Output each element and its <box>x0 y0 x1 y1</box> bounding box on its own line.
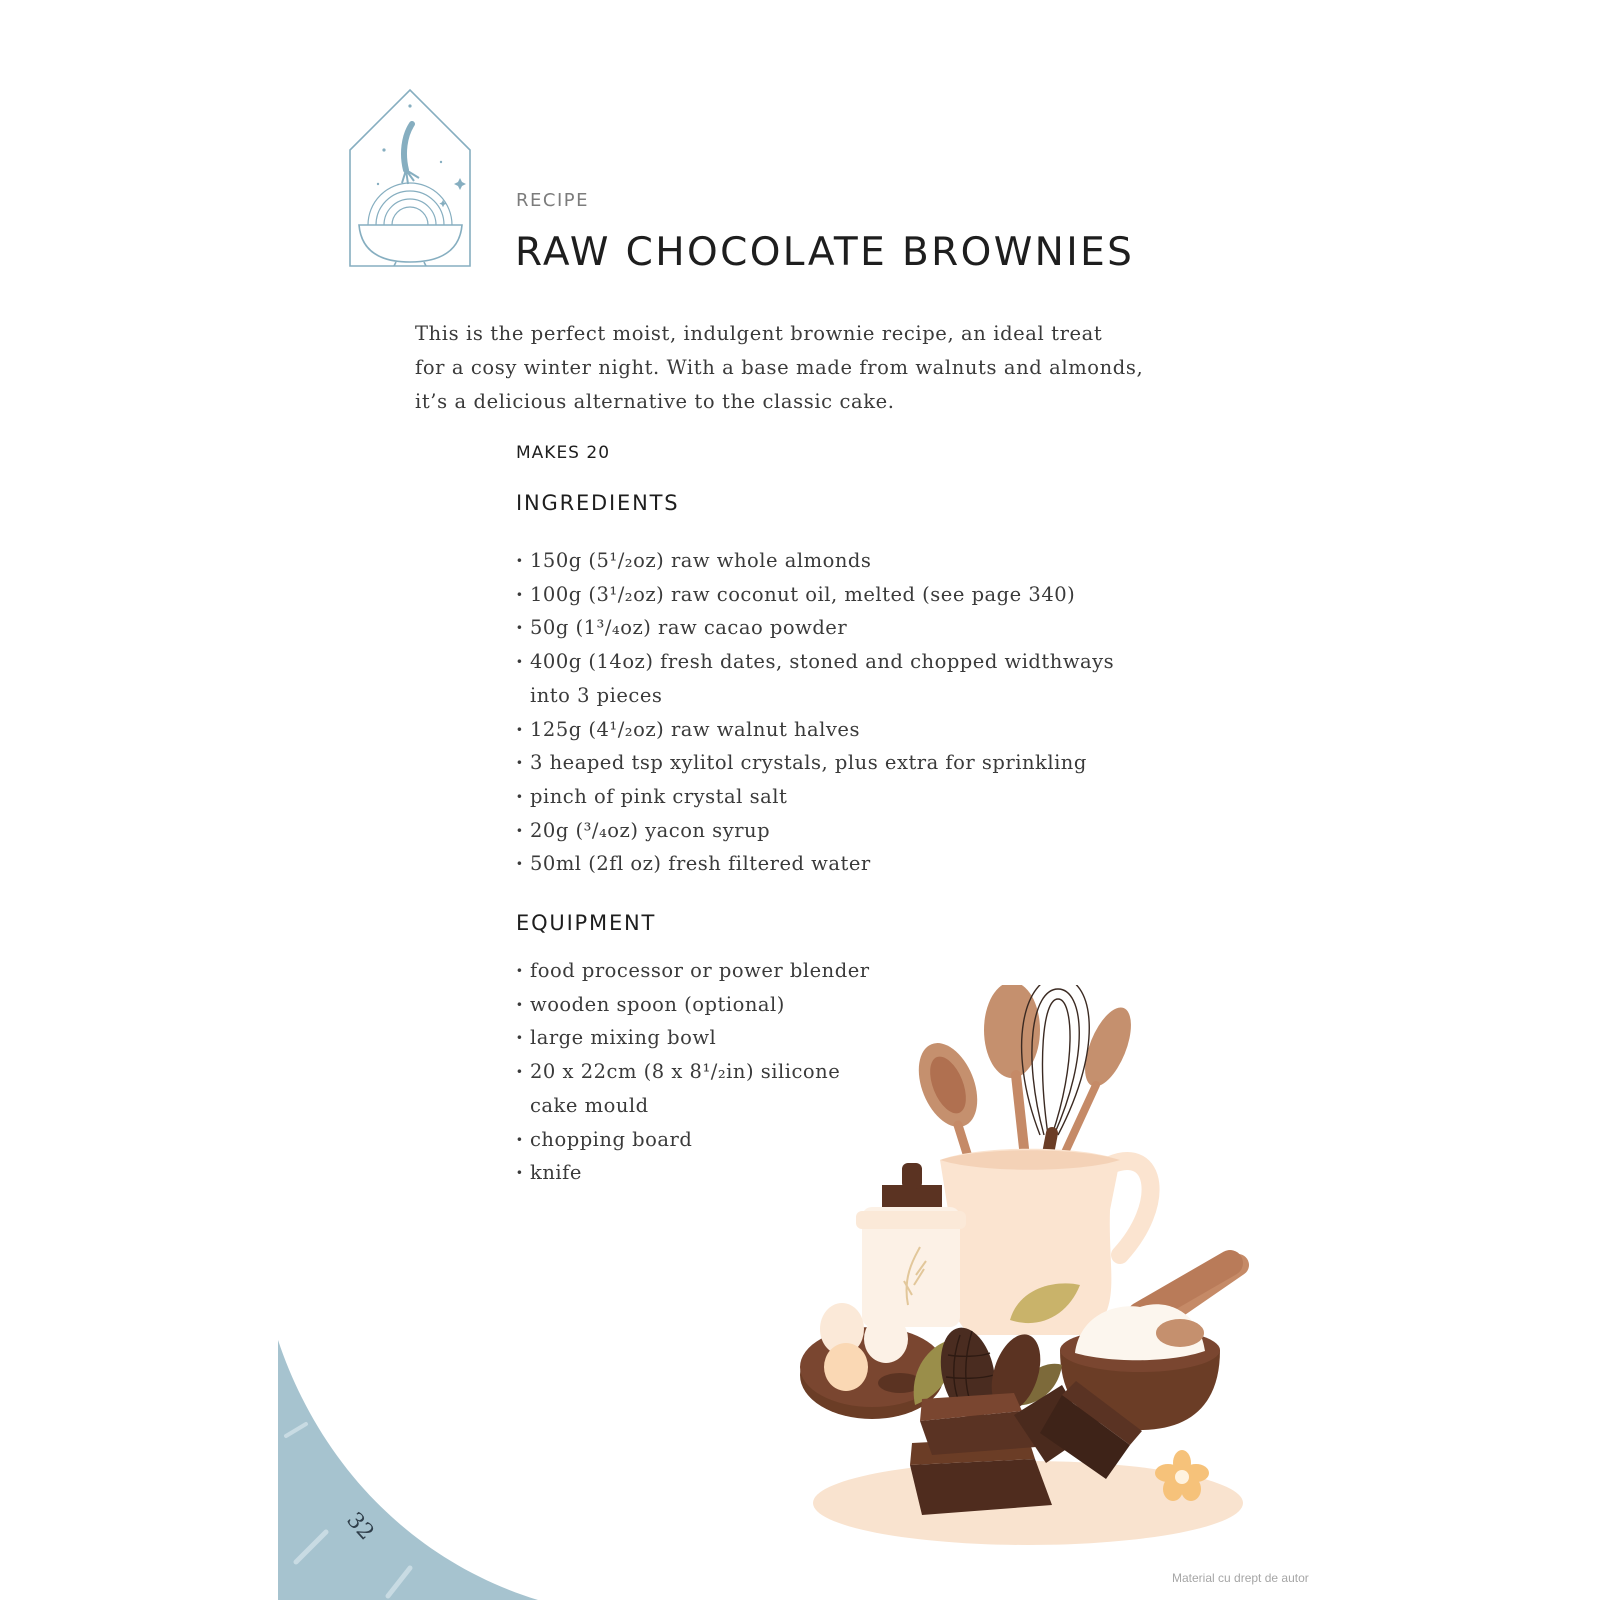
recipe-title: RAW CHOCOLATE BROWNIES <box>515 230 1135 275</box>
baking-utensils-brownies-illustration <box>790 985 1280 1565</box>
ingredient-item: · 50g (1³/₄oz) raw cacao powder <box>516 611 1114 645</box>
equipment-item: · 20 x 22cm (8 x 8¹/₂in) silicone cake mould <box>516 1055 870 1122</box>
page-number: 32 <box>341 1507 379 1546</box>
ingredient-item: · 50ml (2fl oz) fresh filtered water <box>516 847 1114 881</box>
recipe-intro <box>415 317 1175 419</box>
ingredient-item: · 20g (³/₄oz) yacon syrup <box>516 814 1114 848</box>
recipe-kicker: RECIPE <box>516 190 589 211</box>
equipment-item: · knife <box>516 1156 870 1190</box>
fork-in-bowl-logo-icon <box>348 88 478 274</box>
ingredient-item: · pinch of pink crystal salt <box>516 780 1114 814</box>
ingredient-item: · 125g (4¹/₂oz) raw walnut halves <box>516 713 1114 747</box>
intro-line: for a cosy winter night. With a base made from walnuts and almonds, <box>415 356 1144 379</box>
copyright-notice: Material cu drept de autor <box>1172 1571 1309 1585</box>
equipment-heading: EQUIPMENT <box>516 911 657 935</box>
makes-count: MAKES 20 <box>516 443 611 463</box>
ingredient-item: · 100g (3¹/₂oz) raw coconut oil, melted (see page 340) <box>516 578 1114 612</box>
equipment-item: · food processor or power blender <box>516 954 870 988</box>
ingredient-item: · 400g (14oz) fresh dates, stoned and chopped widthways into 3 pieces <box>516 645 1114 712</box>
ingredient-item: · 3 heaped tsp xylitol crystals, plus extra for sprinkling <box>516 746 1114 780</box>
blue-corner-decoration <box>278 1340 538 1600</box>
equipment-item: · large mixing bowl <box>516 1021 870 1055</box>
intro-line: it’s a delicious alternative to the classic cake. <box>415 390 895 413</box>
ingredients-heading: INGREDIENTS <box>516 491 680 515</box>
ingredient-item: · 150g (5¹/₂oz) raw whole almonds <box>516 544 1114 578</box>
equipment-item: · chopping board <box>516 1123 870 1157</box>
ingredients-list <box>516 544 1114 881</box>
intro-line: This is the perfect moist, indulgent brownie recipe, an ideal treat <box>415 322 1103 345</box>
equipment-item: · wooden spoon (optional) <box>516 988 870 1022</box>
